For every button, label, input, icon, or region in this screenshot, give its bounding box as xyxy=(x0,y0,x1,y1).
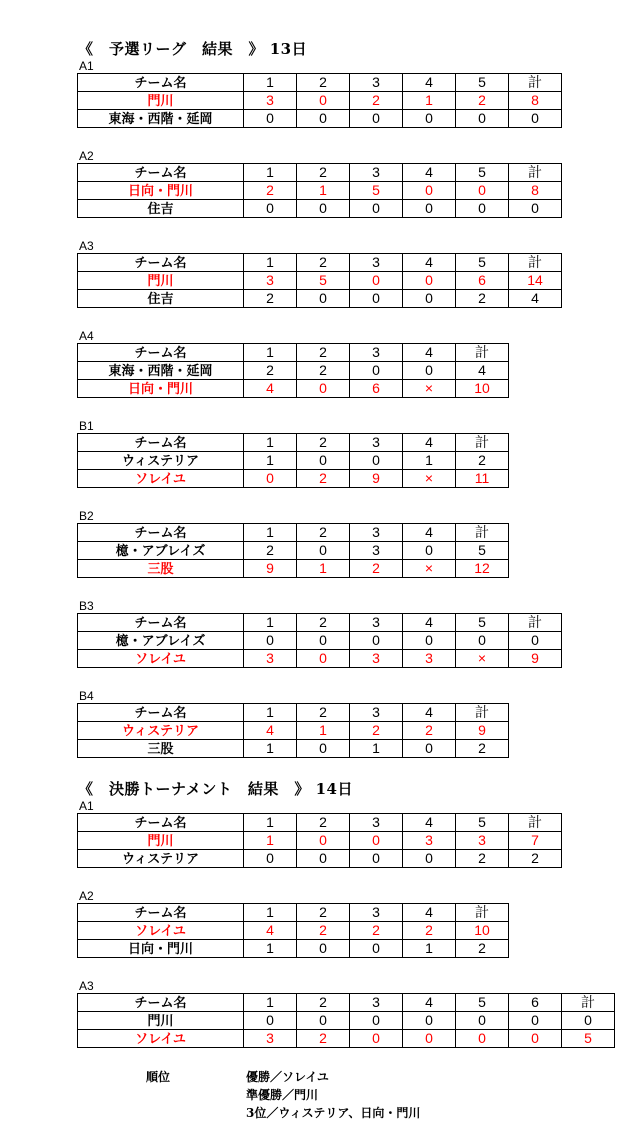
score-cell: 0 xyxy=(244,470,297,488)
table-row xyxy=(78,740,509,758)
header-row xyxy=(78,524,509,542)
score-cell: 0 xyxy=(403,740,456,758)
team-name: 三股 xyxy=(78,560,244,578)
score-cell: 2 xyxy=(244,290,297,308)
score-cell: 0 xyxy=(456,200,509,218)
team-header: チーム名 xyxy=(78,994,244,1012)
score-cell: 0 xyxy=(350,940,403,958)
score-cell: 0 xyxy=(403,850,456,868)
score-cell: 3 xyxy=(456,832,509,850)
score-cell: 9 xyxy=(244,560,297,578)
header-row xyxy=(78,704,509,722)
score-cell: 5 xyxy=(562,1030,615,1048)
score-cell: 2 xyxy=(297,1030,350,1048)
score-cell: 3 xyxy=(244,92,297,110)
team-name: 門川 xyxy=(78,832,244,850)
score-cell: 2 xyxy=(403,922,456,940)
team-name: ソレイユ xyxy=(78,1030,244,1048)
team-header: チーム名 xyxy=(78,344,244,362)
team-name: 三股 xyxy=(78,740,244,758)
inning-header: 計 xyxy=(509,164,562,182)
score-cell: 0 xyxy=(350,832,403,850)
score-cell: 2 xyxy=(456,850,509,868)
inning-header: 計 xyxy=(509,614,562,632)
inning-header: 計 xyxy=(456,434,509,452)
team-header: チーム名 xyxy=(78,904,244,922)
score-cell: 1 xyxy=(244,940,297,958)
score-cell: 1 xyxy=(244,832,297,850)
final-table-a3 xyxy=(77,993,615,1048)
score-cell: 5 xyxy=(456,542,509,560)
inning-header: 4 xyxy=(403,704,456,722)
score-cell: 2 xyxy=(456,740,509,758)
table-row xyxy=(78,200,562,218)
inning-header: 4 xyxy=(403,434,456,452)
score-cell: 2 xyxy=(509,850,562,868)
team-header: チーム名 xyxy=(78,704,244,722)
score-cell: × xyxy=(403,560,456,578)
score-cell: 2 xyxy=(244,542,297,560)
score-cell: 6 xyxy=(350,380,403,398)
table-row xyxy=(78,272,562,290)
score-cell: 3 xyxy=(350,650,403,668)
inning-header: 2 xyxy=(297,164,350,182)
score-cell: 0 xyxy=(403,200,456,218)
prelim-group-label: A4 xyxy=(79,329,94,343)
table-row xyxy=(78,650,562,668)
score-cell: 4 xyxy=(244,722,297,740)
table-row xyxy=(78,182,562,200)
inning-header: 2 xyxy=(297,994,350,1012)
prelim-table-b2 xyxy=(77,523,509,578)
inning-header: 5 xyxy=(456,254,509,272)
score-cell: 1 xyxy=(350,740,403,758)
prelim-table-b3 xyxy=(77,613,562,668)
score-cell: 2 xyxy=(297,362,350,380)
final-heading: 《 決勝トーナメント 結果 》 14日 xyxy=(78,780,353,798)
score-cell: 2 xyxy=(456,940,509,958)
score-cell: × xyxy=(403,470,456,488)
inning-header: 5 xyxy=(456,614,509,632)
inning-header: 3 xyxy=(350,614,403,632)
inning-header: 1 xyxy=(244,74,297,92)
score-cell: 0 xyxy=(509,632,562,650)
prelim-group-label: B4 xyxy=(79,689,94,703)
score-cell: 0 xyxy=(509,1012,562,1030)
score-cell: 2 xyxy=(350,922,403,940)
score-cell: 0 xyxy=(350,272,403,290)
score-cell: 0 xyxy=(297,1012,350,1030)
score-cell: 3 xyxy=(350,542,403,560)
team-name: 門川 xyxy=(78,272,244,290)
score-cell: 6 xyxy=(456,272,509,290)
inning-header: 計 xyxy=(456,344,509,362)
score-cell: 2 xyxy=(297,922,350,940)
score-cell: 1 xyxy=(297,560,350,578)
team-header: チーム名 xyxy=(78,254,244,272)
team-header: チーム名 xyxy=(78,524,244,542)
table-row xyxy=(78,542,509,560)
score-cell: 0 xyxy=(297,542,350,560)
inning-header: 計 xyxy=(509,74,562,92)
table-row xyxy=(78,110,562,128)
score-cell: 0 xyxy=(562,1012,615,1030)
score-cell: 0 xyxy=(403,110,456,128)
score-cell: 0 xyxy=(297,380,350,398)
score-cell: 0 xyxy=(350,632,403,650)
score-cell: 0 xyxy=(244,850,297,868)
score-cell: 3 xyxy=(403,650,456,668)
header-row xyxy=(78,904,509,922)
team-name: 住吉 xyxy=(78,290,244,308)
score-cell: 1 xyxy=(403,940,456,958)
prelim-group-label: A3 xyxy=(79,239,94,253)
inning-header: 4 xyxy=(403,994,456,1012)
team-name: 住吉 xyxy=(78,200,244,218)
table-row xyxy=(78,632,562,650)
inning-header: 2 xyxy=(297,814,350,832)
inning-header: 2 xyxy=(297,344,350,362)
team-header: チーム名 xyxy=(78,614,244,632)
table-row xyxy=(78,922,509,940)
table-row xyxy=(78,560,509,578)
team-name: ウィステリア xyxy=(78,722,244,740)
team-name: 檍・アブレイズ xyxy=(78,632,244,650)
score-cell: 4 xyxy=(244,922,297,940)
team-header: チーム名 xyxy=(78,814,244,832)
score-cell: 0 xyxy=(244,110,297,128)
score-cell: 0 xyxy=(403,362,456,380)
inning-header: 3 xyxy=(350,254,403,272)
score-cell: 9 xyxy=(509,650,562,668)
inning-header: 3 xyxy=(350,164,403,182)
score-cell: 0 xyxy=(297,200,350,218)
score-cell: 0 xyxy=(350,850,403,868)
ranking-champion: 優勝／ソレイユ xyxy=(246,1070,329,1084)
score-cell: 0 xyxy=(456,110,509,128)
score-cell: 11 xyxy=(456,470,509,488)
score-cell: × xyxy=(456,650,509,668)
score-cell: 0 xyxy=(297,110,350,128)
score-cell: 0 xyxy=(297,632,350,650)
score-cell: 0 xyxy=(244,1012,297,1030)
inning-header: 2 xyxy=(297,524,350,542)
score-cell: 0 xyxy=(244,632,297,650)
score-cell: 2 xyxy=(350,722,403,740)
prelim-group-label: B2 xyxy=(79,509,94,523)
inning-header: 1 xyxy=(244,524,297,542)
final-table-a2 xyxy=(77,903,509,958)
score-cell: 0 xyxy=(350,290,403,308)
score-cell: 2 xyxy=(456,290,509,308)
team-name: 東海・西階・延岡 xyxy=(78,362,244,380)
score-cell: 0 xyxy=(509,110,562,128)
header-row xyxy=(78,344,509,362)
inning-header: 1 xyxy=(244,904,297,922)
score-cell: 0 xyxy=(244,200,297,218)
inning-header: 1 xyxy=(244,994,297,1012)
inning-header: 3 xyxy=(350,344,403,362)
team-name: ソレイユ xyxy=(78,650,244,668)
final-group-label: A2 xyxy=(79,889,94,903)
inning-header: 2 xyxy=(297,704,350,722)
table-row xyxy=(78,92,562,110)
inning-header: 5 xyxy=(456,74,509,92)
table-row xyxy=(78,1012,615,1030)
inning-header: 計 xyxy=(509,254,562,272)
prelim-group-label: A1 xyxy=(79,59,94,73)
prelim-table-b4 xyxy=(77,703,509,758)
inning-header: 計 xyxy=(509,814,562,832)
ranking-third: 3位／ウィステリア、日向・門川 xyxy=(246,1106,421,1120)
score-cell: 0 xyxy=(350,200,403,218)
team-name: ウィステリア xyxy=(78,452,244,470)
prelim-group-label: A2 xyxy=(79,149,94,163)
score-cell: 0 xyxy=(403,272,456,290)
table-row xyxy=(78,470,509,488)
score-cell: 10 xyxy=(456,380,509,398)
score-cell: 0 xyxy=(403,542,456,560)
inning-header: 4 xyxy=(403,74,456,92)
score-cell: 0 xyxy=(403,182,456,200)
table-row xyxy=(78,850,562,868)
team-name: ウィステリア xyxy=(78,850,244,868)
score-cell: 1 xyxy=(244,452,297,470)
header-row xyxy=(78,254,562,272)
inning-header: 2 xyxy=(297,254,350,272)
final-group-label: A3 xyxy=(79,979,94,993)
score-cell: 0 xyxy=(456,1012,509,1030)
score-cell: 4 xyxy=(244,380,297,398)
inning-header: 3 xyxy=(350,904,403,922)
score-cell: 0 xyxy=(297,850,350,868)
inning-header: 計 xyxy=(456,904,509,922)
inning-header: 1 xyxy=(244,164,297,182)
score-cell: 8 xyxy=(509,182,562,200)
team-name: 檍・アブレイズ xyxy=(78,542,244,560)
score-cell: 3 xyxy=(244,272,297,290)
score-cell: 0 xyxy=(350,1030,403,1048)
team-name: 東海・西階・延岡 xyxy=(78,110,244,128)
score-cell: 2 xyxy=(456,452,509,470)
table-row xyxy=(78,940,509,958)
score-cell: 4 xyxy=(509,290,562,308)
inning-header: 5 xyxy=(456,164,509,182)
team-header: チーム名 xyxy=(78,434,244,452)
prelim-table-a4 xyxy=(77,343,509,398)
score-cell: 9 xyxy=(456,722,509,740)
prelim-group-label: B1 xyxy=(79,419,94,433)
inning-header: 3 xyxy=(350,434,403,452)
score-cell: 4 xyxy=(456,362,509,380)
table-row xyxy=(78,380,509,398)
ranking-runner-up: 準優勝／門川 xyxy=(246,1088,319,1102)
ranking-list xyxy=(246,1068,506,1122)
inning-header: 3 xyxy=(350,704,403,722)
score-cell: 0 xyxy=(297,740,350,758)
score-cell: 0 xyxy=(297,452,350,470)
score-cell: 3 xyxy=(244,650,297,668)
score-cell: × xyxy=(403,380,456,398)
inning-header: 1 xyxy=(244,254,297,272)
score-cell: 9 xyxy=(350,470,403,488)
prelim-table-a2 xyxy=(77,163,562,218)
score-cell: 0 xyxy=(350,1012,403,1030)
team-name: ソレイユ xyxy=(78,470,244,488)
team-name: ソレイユ xyxy=(78,922,244,940)
score-cell: 0 xyxy=(403,632,456,650)
score-cell: 3 xyxy=(403,832,456,850)
inning-header: 4 xyxy=(403,344,456,362)
score-cell: 1 xyxy=(297,722,350,740)
score-cell: 1 xyxy=(297,182,350,200)
score-cell: 2 xyxy=(456,92,509,110)
header-row xyxy=(78,614,562,632)
ranking-title: 順位 xyxy=(146,1070,171,1084)
prelim-table-b1 xyxy=(77,433,509,488)
score-cell: 0 xyxy=(297,290,350,308)
inning-header: 4 xyxy=(403,904,456,922)
header-row xyxy=(78,814,562,832)
score-cell: 0 xyxy=(509,200,562,218)
inning-header: 計 xyxy=(456,704,509,722)
score-cell: 0 xyxy=(403,1030,456,1048)
table-row xyxy=(78,722,509,740)
inning-header: 6 xyxy=(509,994,562,1012)
header-row xyxy=(78,164,562,182)
score-cell: 2 xyxy=(350,560,403,578)
score-cell: 2 xyxy=(297,470,350,488)
inning-header: 5 xyxy=(456,814,509,832)
team-name: 日向・門川 xyxy=(78,182,244,200)
inning-header: 3 xyxy=(350,814,403,832)
team-name: 日向・門川 xyxy=(78,380,244,398)
score-cell: 5 xyxy=(297,272,350,290)
score-cell: 2 xyxy=(350,92,403,110)
score-cell: 0 xyxy=(403,1012,456,1030)
score-cell: 1 xyxy=(403,452,456,470)
inning-header: 2 xyxy=(297,434,350,452)
header-row xyxy=(78,74,562,92)
score-cell: 0 xyxy=(456,1030,509,1048)
table-row xyxy=(78,832,562,850)
inning-header: 1 xyxy=(244,814,297,832)
header-row xyxy=(78,434,509,452)
table-row xyxy=(78,1030,615,1048)
score-cell: 0 xyxy=(350,452,403,470)
score-cell: 0 xyxy=(509,1030,562,1048)
inning-header: 4 xyxy=(403,814,456,832)
inning-header: 3 xyxy=(350,74,403,92)
score-cell: 0 xyxy=(297,832,350,850)
final-group-label: A1 xyxy=(79,799,94,813)
score-cell: 0 xyxy=(350,362,403,380)
score-cell: 1 xyxy=(403,92,456,110)
score-cell: 12 xyxy=(456,560,509,578)
inning-header: 1 xyxy=(244,344,297,362)
score-cell: 2 xyxy=(403,722,456,740)
score-cell: 1 xyxy=(244,740,297,758)
team-name: 日向・門川 xyxy=(78,940,244,958)
inning-header: 2 xyxy=(297,74,350,92)
inning-header: 1 xyxy=(244,704,297,722)
score-cell: 0 xyxy=(350,110,403,128)
prelim-table-a3 xyxy=(77,253,562,308)
inning-header: 1 xyxy=(244,614,297,632)
score-cell: 3 xyxy=(244,1030,297,1048)
score-cell: 5 xyxy=(350,182,403,200)
table-row xyxy=(78,290,562,308)
table-row xyxy=(78,362,509,380)
inning-header: 4 xyxy=(403,614,456,632)
table-row xyxy=(78,452,509,470)
inning-header: 4 xyxy=(403,164,456,182)
inning-header: 2 xyxy=(297,614,350,632)
inning-header: 3 xyxy=(350,994,403,1012)
inning-header: 1 xyxy=(244,434,297,452)
inning-header: 4 xyxy=(403,254,456,272)
score-cell: 2 xyxy=(244,182,297,200)
team-name: 門川 xyxy=(78,1012,244,1030)
score-cell: 0 xyxy=(297,650,350,668)
team-header: チーム名 xyxy=(78,164,244,182)
team-name: 門川 xyxy=(78,92,244,110)
score-cell: 0 xyxy=(297,92,350,110)
score-cell: 7 xyxy=(509,832,562,850)
inning-header: 2 xyxy=(297,904,350,922)
score-cell: 0 xyxy=(456,632,509,650)
score-cell: 0 xyxy=(297,940,350,958)
score-cell: 0 xyxy=(403,290,456,308)
prelim-heading: 《 予選リーグ 結果 》 13日 xyxy=(78,40,308,58)
score-cell: 0 xyxy=(456,182,509,200)
score-cell: 14 xyxy=(509,272,562,290)
inning-header: 計 xyxy=(456,524,509,542)
score-cell: 2 xyxy=(244,362,297,380)
inning-header: 計 xyxy=(562,994,615,1012)
inning-header: 4 xyxy=(403,524,456,542)
final-table-a1 xyxy=(77,813,562,868)
prelim-group-label: B3 xyxy=(79,599,94,613)
team-header: チーム名 xyxy=(78,74,244,92)
inning-header: 5 xyxy=(456,994,509,1012)
prelim-table-a1 xyxy=(77,73,562,128)
score-cell: 8 xyxy=(509,92,562,110)
inning-header: 3 xyxy=(350,524,403,542)
header-row xyxy=(78,994,615,1012)
score-cell: 10 xyxy=(456,922,509,940)
